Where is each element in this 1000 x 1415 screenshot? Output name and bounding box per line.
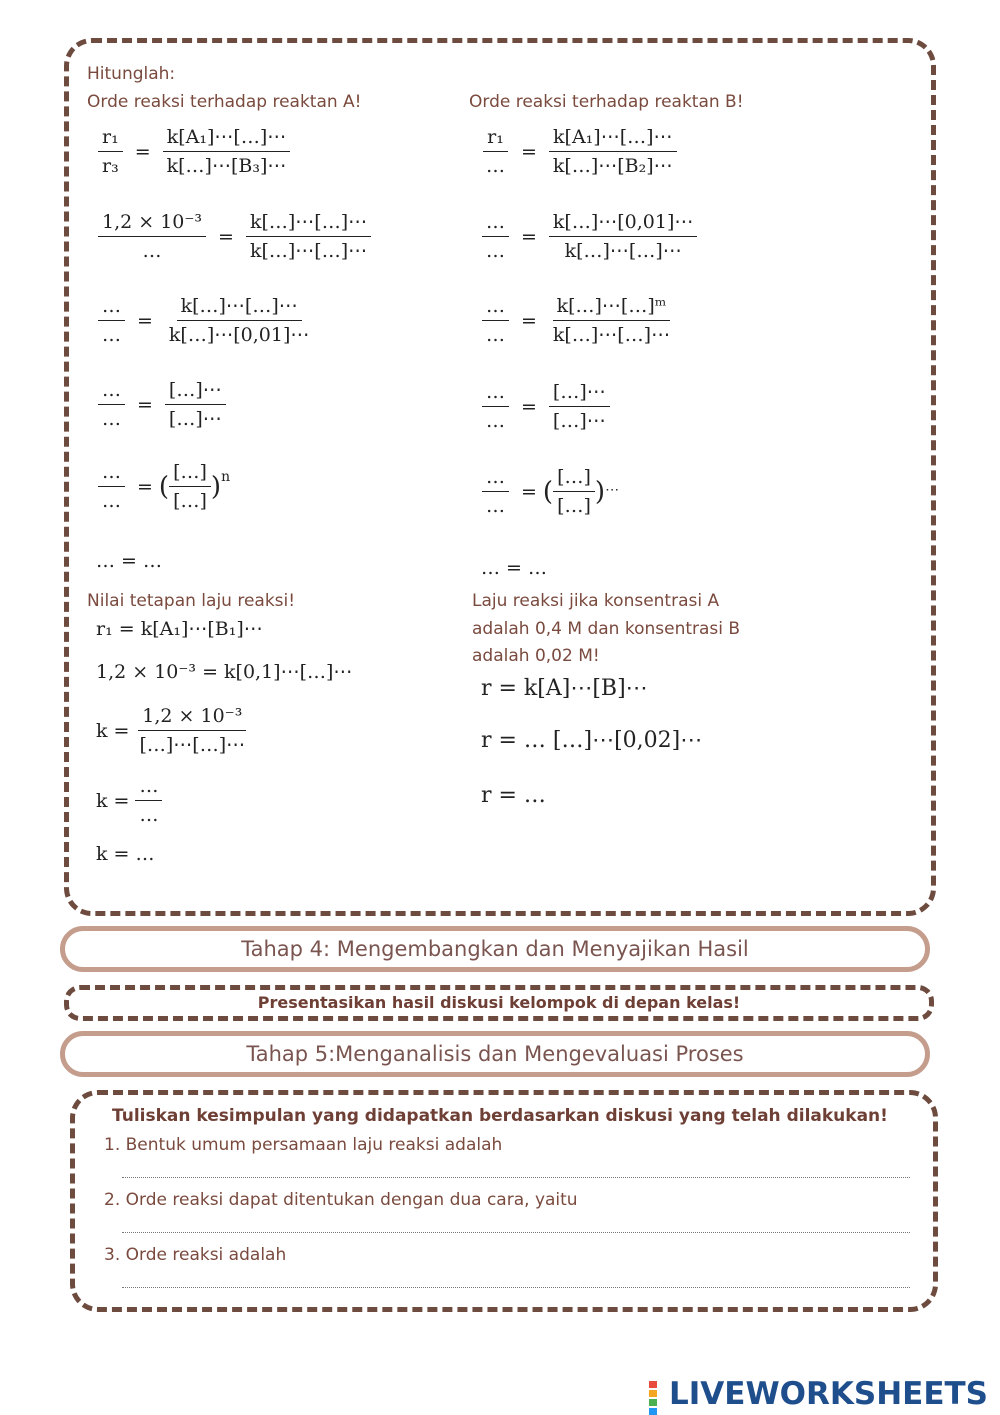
rate-constant-title: Nilai tetapan laju reaksi! — [87, 591, 296, 611]
order-a-eq1: $\frac{\text{r₁}}{\text{r₃}}$ = $\frac{\text{k[A₁]⋯[…]⋯}}{\text{k[…]⋯[B₃]⋯}}$ — [92, 126, 296, 177]
order-b-eq6: … = … — [481, 557, 547, 579]
order-a-eq5: $\frac{\dots}{\dots}$ = ( $\frac{[\dots]}{[\dots]}$ ) $^n$ — [92, 461, 230, 512]
conclusion-item-3 — [104, 1245, 286, 1265]
order-a-eq3: $\frac{\dots}{\dots}$ = $\frac{k[\dots]\cdots[\dots]\cdots}{k[\dots]\cdots[0,01]\cdots}$ — [92, 295, 319, 346]
order-b-eq1: $\frac{\text{r₁}}{\dots}$ = $\frac{\text{k[A₁]⋯[…]⋯}}{\text{k[…]⋯[B₂]⋯}}$ — [476, 126, 683, 177]
stage4-title: Tahap 4: Mengembangkan dan Menyajikan Hasil — [241, 937, 749, 961]
item-number: 2. — [104, 1190, 121, 1210]
rate-at-title-line1: Laju reaksi jika konsentrasi A — [472, 591, 720, 611]
order-b-eq3: $\frac{\dots}{\dots}$ = $\frac{\text{k[…]⋯[…]ᵐ}}{k[\dots]\cdots[\dots]\cdots}$ — [476, 295, 680, 346]
order-a-eq4: $\frac{\dots}{\dots}$ = $\frac{[\dots]\cdots}{[\dots]\cdots}$ — [92, 379, 232, 430]
order-b-eq2: $\frac{\dots}{\dots}$ = $\frac{k[\dots]\cdots[0,01]\cdots}{k[\dots]\cdots[\dots]\cdots}$ — [476, 211, 703, 262]
stage4-banner — [60, 926, 930, 972]
item-text: Bentuk umum persamaan laju reaksi adalah — [125, 1135, 503, 1155]
instruction-text: Presentasikan hasil diskusi kelompok di depan kelas! — [257, 993, 741, 1012]
order-b-eq5: $\frac{\dots}{\dots}$ = ( $\frac{[\dots]}{[\dots]}$ ) ⋯ — [476, 466, 619, 517]
rate-at-eq3: r = … — [481, 783, 546, 808]
instruction-box — [64, 985, 934, 1021]
rate-at-title-line3: adalah 0,02 M! — [472, 646, 600, 666]
item-number: 1. — [104, 1135, 121, 1155]
rate-constant-eq1: r₁ = k[A₁]⋯[B₁]⋯ — [96, 618, 263, 640]
order-a-title: Orde reaksi terhadap reaktan A! — [87, 92, 362, 112]
rate-constant-eq4: k = $\frac{\dots}{\dots}$ — [96, 775, 168, 826]
answer-line-2[interactable] — [122, 1232, 910, 1233]
order-a-eq2: $\frac{\text{1,2 × 10⁻³}}{\dots}$ = $\frac{k[\dots]\cdots[\dots]\cdots}{k[\dots]\cdots[\dots]\cdots}$ — [92, 211, 377, 262]
liveworksheets-logo — [648, 1376, 988, 1412]
rate-at-eq2: r = … […]⋯[0,02]⋯ — [481, 728, 703, 753]
order-b-title: Orde reaksi terhadap reaktan B! — [469, 92, 744, 112]
rate-constant-eq3: k = $\frac{\text{1,2 × 10⁻³}}{[\dots]\cdots[\dots]\cdots}$ — [96, 705, 246, 756]
stage5-title: Tahap 5:Menganalisis dan Mengevaluasi Proses — [246, 1042, 744, 1066]
logo-icon — [648, 1380, 666, 1406]
calc-heading: Hitunglah: — [87, 64, 176, 84]
brand-text: LIVEWORKSHEETS — [669, 1376, 988, 1412]
conclusion-item-1 — [104, 1135, 502, 1155]
order-a-eq6: … = … — [96, 550, 162, 572]
item-text: Orde reaksi adalah — [125, 1245, 287, 1265]
stage5-banner — [60, 1031, 930, 1077]
item-text: Orde reaksi dapat ditentukan dengan dua cara, yaitu — [125, 1190, 578, 1210]
rate-at-title-line2: adalah 0,4 M dan konsentrasi B — [472, 619, 741, 639]
answer-line-1[interactable] — [122, 1177, 910, 1178]
item-number: 3. — [104, 1245, 121, 1265]
conclusion-item-2 — [104, 1190, 578, 1210]
rate-at-eq1: r = k[A]⋯[B]⋯ — [481, 676, 648, 701]
rate-constant-eq2: 1,2 × 10⁻³ = k[0,1]⋯[…]⋯ — [96, 661, 353, 683]
conclusion-heading: Tuliskan kesimpulan yang didapatkan berdasarkan diskusi yang telah dilakukan! — [112, 1106, 888, 1126]
rate-constant-eq5: k = … — [96, 843, 155, 865]
answer-line-3[interactable] — [122, 1287, 910, 1288]
order-b-eq4: $\frac{\dots}{\dots}$ = $\frac{[\dots]\cdots}{[\dots]\cdots}$ — [476, 381, 616, 432]
